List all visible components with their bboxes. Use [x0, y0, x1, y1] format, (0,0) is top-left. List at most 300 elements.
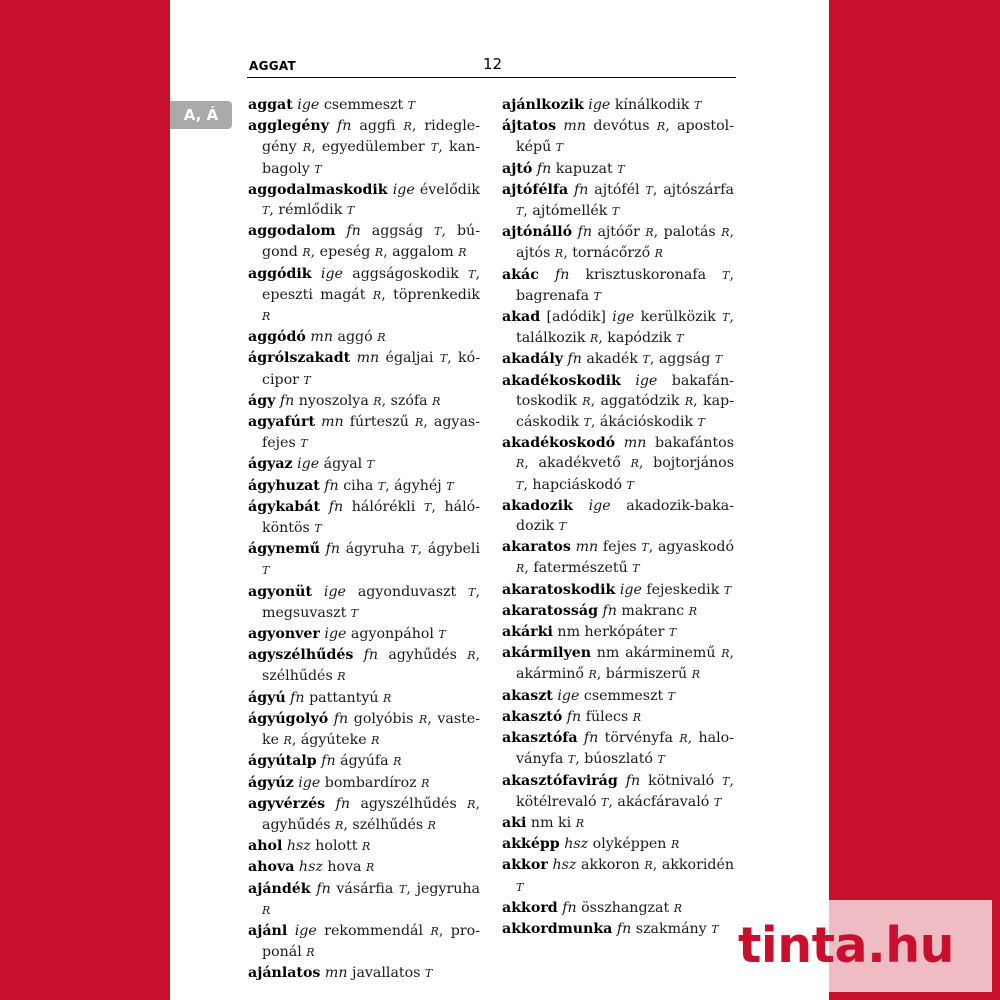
- synonym-text: , szélhűdés: [343, 816, 428, 833]
- synonym-text: , jegyruha: [406, 880, 480, 897]
- part-of-speech: hsz: [282, 838, 311, 855]
- dictionary-entry: [248, 95, 480, 116]
- register-label: T: [314, 162, 322, 176]
- part-of-speech: ige: [387, 181, 415, 198]
- part-of-speech: mn: [320, 965, 348, 982]
- part-of-speech: ige: [311, 265, 343, 282]
- synonym-text: , palotás: [653, 224, 722, 241]
- entry-headword: ágyaz: [248, 456, 293, 473]
- part-of-speech: fn: [572, 224, 592, 241]
- part-of-speech: fn: [328, 710, 349, 727]
- dictionary-entry: [248, 921, 480, 963]
- part-of-speech: fn: [320, 498, 344, 515]
- dictionary-entry: [248, 645, 480, 687]
- entry-headword: ajándék: [248, 880, 311, 897]
- synonym-text: csemmeszt: [319, 97, 408, 113]
- entry-headword: ágyúgolyó: [248, 710, 329, 727]
- register-label: T: [611, 205, 620, 219]
- synonym-text: , ágybeli: [417, 541, 480, 558]
- dictionary-entry: [248, 116, 480, 180]
- part-of-speech: mn: [315, 414, 344, 431]
- synonym-text: aggság: [360, 223, 435, 240]
- synonym-text: hova: [322, 859, 367, 876]
- synonym-text: , agyasfejes: [262, 414, 480, 452]
- register-label: R: [432, 394, 441, 408]
- register-label: R: [306, 946, 315, 960]
- dictionary-entry: [248, 412, 480, 454]
- part-of-speech: ige: [292, 97, 320, 113]
- entry-headword: agglegény: [248, 118, 329, 135]
- synonym-text: akkoron: [576, 857, 645, 874]
- entry-headword: aggódó: [248, 329, 306, 346]
- register-label: T: [713, 795, 722, 809]
- part-of-speech: ige: [312, 583, 346, 600]
- register-label: R: [302, 246, 311, 260]
- synonym-text: , egyedülember: [311, 139, 431, 156]
- register-label: T: [722, 774, 730, 788]
- entry-headword: akármilyen: [502, 645, 592, 662]
- register-label: R: [393, 755, 402, 769]
- entry-headword: aggat: [248, 97, 293, 113]
- dictionary-entry: [502, 622, 734, 643]
- register-label: R: [262, 310, 271, 324]
- register-label: T: [657, 753, 665, 767]
- part-of-speech: ige: [292, 456, 320, 473]
- register-label: R: [372, 288, 382, 302]
- synonym-text: törvényfa: [598, 730, 680, 747]
- part-of-speech: ige: [319, 626, 347, 643]
- part-of-speech: fn: [328, 118, 352, 135]
- dictionary-entry: [502, 834, 734, 855]
- dictionary-entry: [502, 855, 734, 897]
- synonym-text: aggságoskodik: [342, 265, 469, 282]
- synonym-text: kötnivaló: [640, 772, 723, 789]
- part-of-speech: ige: [572, 497, 611, 514]
- register-label: T: [434, 225, 442, 239]
- part-of-speech: ige: [612, 309, 635, 326]
- register-label: T: [697, 416, 705, 430]
- dictionary-entry: [502, 349, 734, 370]
- entry-headword: ágynemű: [248, 541, 321, 558]
- register-label: R: [283, 734, 292, 748]
- entry-headword: akadékoskodik: [502, 372, 621, 389]
- dictionary-entry: [248, 688, 480, 709]
- entry-headword: agyonüt: [248, 583, 313, 600]
- register-label: R: [582, 394, 591, 408]
- dictionary-entry: [502, 180, 734, 222]
- dictionary-page: [170, 0, 829, 1000]
- synonym-text: , ágyhéj: [385, 477, 447, 494]
- register-label: R: [645, 226, 654, 240]
- register-label: T: [438, 628, 446, 642]
- dictionary-entry: [248, 180, 480, 221]
- synonym-text: , találkozik: [516, 309, 734, 347]
- synonym-text: fülecs: [581, 708, 633, 725]
- dictionary-entry: [502, 222, 734, 264]
- synonym-text: , epeség: [310, 244, 375, 261]
- part-of-speech: ige: [583, 97, 611, 113]
- part-of-speech: mn: [305, 329, 333, 346]
- entry-headword: ágyútalp: [248, 753, 317, 770]
- entry-headword: akaratos: [502, 539, 571, 556]
- synonym-text: bakafántos: [646, 435, 734, 452]
- synonym-text: fejes: [598, 539, 642, 556]
- synonym-text: , bármiszerű: [596, 666, 692, 683]
- register-label: T: [723, 583, 732, 597]
- register-label: R: [430, 924, 439, 938]
- synonym-text: , kötélrevaló: [516, 772, 734, 810]
- synonym-text: pattantyú: [304, 689, 383, 706]
- part-of-speech: mn: [556, 118, 587, 135]
- part-of-speech: fn: [557, 899, 577, 916]
- entry-headword: ajtó: [502, 160, 533, 177]
- register-label: T: [642, 353, 650, 367]
- synonym-text: , hapciáskodó: [523, 476, 627, 493]
- entry-headword: ajtónálló: [502, 224, 573, 241]
- dictionary-entry: [502, 371, 734, 434]
- register-label: T: [446, 479, 454, 493]
- register-label: R: [458, 246, 467, 260]
- register-label: R: [688, 604, 698, 618]
- register-label: T: [300, 437, 308, 451]
- register-label: R: [418, 712, 428, 726]
- register-label: R: [632, 710, 642, 724]
- register-label: R: [673, 901, 682, 915]
- entry-headword: ahova: [248, 859, 295, 876]
- register-label: T: [424, 967, 433, 981]
- synonym-text: bakafántoskodik: [516, 372, 735, 409]
- dictionary-entry: [248, 582, 480, 624]
- register-label: T: [555, 141, 564, 155]
- register-label: R: [371, 734, 380, 748]
- register-label: T: [468, 267, 476, 281]
- synonym-text: , megsuvaszt: [262, 583, 480, 621]
- entry-headword: akad: [502, 309, 541, 326]
- dictionary-entry: [248, 709, 480, 751]
- synonym-text: ágyruha: [340, 541, 411, 558]
- register-label: R: [467, 649, 476, 663]
- letter-thumb-tab: A, Á: [170, 101, 232, 129]
- synonym-text: , ákációskodik: [590, 414, 698, 431]
- entry-headword: akadozik: [502, 497, 573, 514]
- synonym-text: aggó: [333, 329, 378, 346]
- register-label: R: [467, 797, 476, 811]
- entry-headword: ajtófélfa: [502, 181, 569, 198]
- part-of-speech: fn: [612, 920, 632, 937]
- running-head-guide-word: AGGAT: [249, 59, 297, 73]
- synonym-text: agyonpáhol: [346, 626, 439, 643]
- dictionary-entry: [502, 537, 734, 579]
- synonym-text: holott: [310, 838, 362, 855]
- synonym-text: , aggság: [649, 351, 715, 368]
- register-label: R: [377, 331, 386, 345]
- register-label: T: [516, 205, 524, 219]
- part-of-speech: mn: [350, 350, 380, 367]
- register-label: T: [410, 543, 418, 557]
- synonym-text: akadék: [581, 351, 643, 368]
- dictionary-entry: [502, 771, 734, 813]
- synonym-text: ajtófél: [588, 181, 646, 198]
- right-column: [502, 95, 734, 940]
- synonym-text: nm akárminemű: [591, 645, 722, 662]
- register-label: T: [617, 162, 625, 176]
- entry-headword: akkor: [502, 857, 548, 874]
- synonym-text: évelődik: [414, 181, 480, 198]
- dictionary-entry: [248, 221, 480, 263]
- register-label: R: [721, 226, 730, 240]
- dictionary-entry: [248, 857, 480, 878]
- register-label: T: [711, 922, 719, 936]
- synonym-text: javallatos: [347, 965, 425, 982]
- register-label: R: [516, 562, 525, 576]
- synonym-text: agyszélhűdés: [350, 795, 468, 812]
- synonym-text: , kapcáskodik: [516, 392, 734, 431]
- register-label: R: [373, 394, 382, 408]
- register-label: T: [516, 478, 524, 492]
- entry-headword: ajánlatos: [248, 965, 321, 982]
- synonym-text: , haloványfa: [516, 730, 734, 768]
- synonym-text: , szélhűdés: [262, 647, 481, 685]
- register-label: R: [644, 859, 653, 873]
- part-of-speech: fn: [538, 266, 570, 283]
- part-of-speech: fn: [532, 160, 552, 177]
- synonym-text: bombardíroz: [320, 774, 422, 791]
- register-label: T: [439, 352, 448, 366]
- register-label: R: [588, 668, 597, 682]
- synonym-text: csemmeszt: [579, 687, 668, 704]
- part-of-speech: fn: [325, 795, 351, 812]
- register-label: R: [262, 903, 271, 917]
- entry-headword: akadékoskodó: [502, 435, 616, 452]
- synonym-text: devótus: [586, 118, 657, 135]
- register-label: R: [415, 416, 424, 430]
- part-of-speech: fn: [617, 772, 641, 789]
- synonym-text: , ajtószárfa: [652, 181, 734, 198]
- left-column: [248, 95, 480, 985]
- dictionary-entry: [502, 643, 734, 685]
- entry-headword: akasztófavirág: [502, 772, 618, 789]
- part-of-speech: mn: [570, 539, 599, 556]
- entry-headword: ágykabát: [248, 498, 321, 515]
- dictionary-entry: [502, 707, 734, 728]
- register-label: R: [302, 141, 312, 155]
- synonym-text: ciha: [338, 477, 378, 494]
- synonym-text: , akárminő: [516, 645, 734, 683]
- synonym-text: , ajtómellék: [523, 203, 612, 220]
- register-label: T: [262, 564, 270, 578]
- synonym-text: , tornácőrző: [563, 245, 655, 262]
- entry-headword: ájtatos: [502, 118, 557, 135]
- synonym-text: , hálóköntös: [262, 498, 480, 537]
- synonym-text: nm herkópáter: [552, 624, 669, 641]
- register-label: T: [632, 562, 640, 576]
- register-label: R: [575, 816, 584, 830]
- register-label: R: [366, 861, 375, 875]
- part-of-speech: fn: [598, 602, 617, 619]
- synonym-text: olyképpen: [588, 836, 671, 853]
- dictionary-entry: [248, 391, 480, 412]
- synonym-text: , epeszti magát: [262, 265, 481, 303]
- entry-headword: ajánlkozik: [502, 97, 584, 113]
- entry-headword: akaratoskodik: [502, 581, 616, 598]
- synonym-text: szakmány: [631, 920, 712, 937]
- entry-headword: akárki: [502, 624, 553, 641]
- register-label: R: [589, 332, 599, 346]
- synonym-text: , akkoridén: [652, 857, 735, 874]
- register-label: T: [641, 541, 649, 555]
- register-label: T: [722, 268, 730, 282]
- register-label: T: [676, 332, 684, 346]
- dictionary-entry: [248, 794, 480, 836]
- register-label: T: [567, 753, 576, 767]
- register-label: T: [626, 478, 634, 492]
- synonym-text: , proponál: [262, 922, 480, 961]
- register-label: R: [691, 668, 700, 682]
- entry-headword: ahol: [248, 838, 283, 855]
- part-of-speech: hsz: [547, 857, 577, 874]
- register-label: R: [427, 818, 436, 832]
- dictionary-entry: [502, 307, 734, 349]
- part-of-speech: fn: [562, 708, 582, 725]
- synonym-text: kínálkodik: [610, 97, 694, 113]
- dictionary-entry: [502, 433, 734, 496]
- entry-headword: agyafúrt: [248, 414, 315, 431]
- synonym-text: ajtóőr: [591, 224, 646, 241]
- register-label: T: [346, 204, 355, 218]
- dictionary-entry: [248, 497, 480, 539]
- part-of-speech: fn: [316, 753, 336, 770]
- register-label: R: [630, 457, 639, 471]
- dictionary-entry: [248, 476, 480, 497]
- dictionary-entry: [248, 348, 480, 390]
- register-label: R: [374, 246, 384, 260]
- register-label: R: [403, 120, 412, 134]
- synonym-text: , ágyúteke: [291, 732, 372, 749]
- synonym-text: , ajtós: [516, 224, 734, 262]
- entry-headword: agyonver: [248, 626, 320, 643]
- part-of-speech: fn: [320, 541, 341, 558]
- part-of-speech: hsz: [559, 836, 589, 853]
- register-label: T: [314, 522, 322, 536]
- register-label: R: [361, 840, 371, 854]
- synonym-text: , apostolképű: [516, 118, 734, 156]
- synonym-text: fejeskedik: [641, 581, 724, 598]
- dictionary-entry: [248, 751, 480, 772]
- synonym-text: vásárfia: [330, 880, 400, 897]
- synonym-text: nyoszolya: [294, 392, 374, 409]
- dictionary-entry: [248, 327, 480, 348]
- synonym-text: , agyhűdés: [262, 795, 480, 833]
- register-label: T: [693, 99, 702, 112]
- dictionary-entry: [502, 686, 734, 707]
- entry-headword: aggodalom: [248, 223, 336, 240]
- dictionary-entry: [248, 773, 480, 794]
- register-label: R: [335, 818, 344, 832]
- register-label: T: [423, 500, 432, 514]
- entry-headword: ágyhuzat: [248, 477, 320, 494]
- register-label: R: [554, 247, 564, 261]
- dictionary-entry: [502, 496, 734, 537]
- entry-headword: ágyú: [248, 689, 286, 706]
- synonym-text: , akadékvető: [524, 455, 631, 472]
- part-of-speech: fn: [562, 351, 582, 368]
- synonym-text: [adódik]: [540, 309, 613, 326]
- dictionary-entry: [502, 265, 734, 307]
- synonym-text: , búoszlató: [575, 751, 658, 768]
- part-of-speech: fn: [275, 392, 295, 409]
- synonym-text: , szófa: [381, 392, 433, 409]
- synonym-text: , vasteke: [262, 710, 481, 749]
- part-of-speech: fn: [310, 880, 331, 897]
- dictionary-entry: [502, 580, 734, 601]
- part-of-speech: ige: [287, 922, 317, 939]
- part-of-speech: ige: [293, 774, 321, 791]
- dictionary-entry: [248, 879, 480, 921]
- register-label: R: [656, 120, 666, 134]
- synonym-text: makranc: [616, 602, 689, 619]
- dictionary-entry: [502, 116, 734, 158]
- dictionary-entry: [248, 454, 480, 475]
- dictionary-entry: [502, 728, 734, 770]
- part-of-speech: hsz: [294, 859, 323, 876]
- synonym-text: , akácfáravaló: [608, 793, 714, 810]
- register-label: T: [601, 795, 609, 809]
- dictionary-entry: [248, 836, 480, 857]
- part-of-speech: ige: [615, 581, 642, 598]
- entry-headword: ágrólszakadt: [248, 350, 351, 367]
- dictionary-entry: [502, 919, 734, 940]
- synonym-text: , rémlődik: [269, 202, 347, 219]
- register-label: T: [262, 204, 270, 218]
- dictionary-entry: [248, 963, 480, 984]
- synonym-text: , bagrenafa: [516, 266, 734, 304]
- part-of-speech: fn: [353, 647, 379, 664]
- part-of-speech: ige: [552, 687, 580, 704]
- register-label: T: [350, 606, 359, 620]
- synonym-text: égaljai: [379, 350, 440, 367]
- register-label: R: [670, 838, 680, 852]
- entry-headword: agyvérzés: [248, 795, 326, 812]
- page-number: 12: [482, 55, 503, 73]
- register-label: T: [366, 458, 375, 472]
- part-of-speech: fn: [319, 477, 339, 494]
- synonym-text: krisztuskoronafa: [569, 266, 723, 283]
- dictionary-entry: [502, 898, 734, 919]
- entry-headword: ágy: [248, 392, 276, 409]
- register-label: T: [583, 416, 591, 430]
- synonym-text: golyóbis: [348, 710, 419, 727]
- synonym-text: , kanbagoly: [262, 139, 481, 177]
- synonym-text: ágyal: [319, 456, 367, 473]
- synonym-text: összhangzat: [576, 899, 674, 916]
- entry-headword: akasztófa: [502, 730, 578, 747]
- entry-headword: aggódik: [248, 265, 312, 282]
- synonym-text: agyhűdés: [378, 647, 468, 664]
- entry-headword: akképp: [502, 836, 560, 853]
- dictionary-entry: [248, 539, 480, 581]
- entry-headword: ágyúz: [248, 774, 294, 791]
- entry-headword: agyszélhűdés: [248, 647, 354, 664]
- register-label: T: [407, 99, 416, 112]
- entry-headword: akadály: [502, 351, 563, 368]
- synonym-text: , töprenkedik: [381, 286, 480, 303]
- register-label: T: [516, 880, 524, 894]
- entry-headword: aki: [502, 814, 527, 831]
- register-label: T: [377, 479, 386, 493]
- watermark-logo: tinta.hu: [738, 917, 954, 974]
- synonym-text: rekommendál: [316, 922, 431, 939]
- register-label: T: [399, 882, 407, 896]
